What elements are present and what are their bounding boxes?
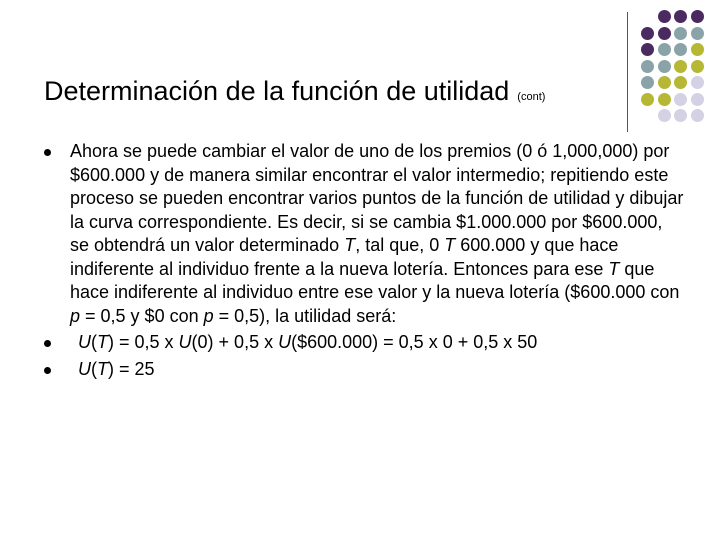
decorative-dot [658,10,671,23]
decorative-dot [691,76,704,89]
bullet-text-segment: ) = 25 [108,358,155,379]
bullet-text-segment: Ahora se puede cambiar el valor de uno de los premios (0 ó 1,000,000) por $600.000 y de manera similar encontrar el valor intermedio; repitiendo este proceso se pueden encontrar varios puntos de la función de utilidad y dibujar la curva correspondiente. Es decir, si se cambia $1.000.000 por $600.000, se obtendrá un valor determinado [70,141,684,255]
bullet-text-segment: ($600.000) = 0,5 x 0 + 0,5 x 50 [291,332,538,352]
decorative-dot [691,60,704,73]
decorative-dot [674,27,687,40]
bullet-item [44,140,684,328]
decorative-dot [658,60,671,73]
decorative-dot [691,10,704,23]
bullet-text-segment: , tal que, 0 [355,235,445,255]
decorative-dot [691,27,704,40]
bullet-text-segment: U [78,332,91,352]
decorative-dot [674,109,687,122]
bullet-text-segment: 600.000 y que hace indiferente al individuo frente a la nueva lotería. Entonces para ese [70,235,619,279]
bullet-text-segment: (0) + 0,5 x [191,332,279,352]
bullet-dot-icon [44,367,51,374]
decorative-dot [658,93,671,106]
bullet-dot-icon [44,149,51,156]
bullet-text-segment: U [178,332,192,352]
decorative-dot [641,43,654,56]
decorative-dot [674,93,687,106]
bullet-text-segment: p [70,305,81,326]
slide-title [44,76,545,107]
decorative-dot [641,60,654,73]
bullet-text-segment: p [203,305,214,326]
decorative-dot [658,76,671,89]
bullet-text-segment: = 0,5), la utilidad será: [213,305,397,326]
bullet-text-segment: U [78,358,91,379]
bullet-item [44,358,684,382]
bullet-list [44,140,684,384]
slide-title-text: Determinación de la función de utilidad [44,76,510,106]
bullet-text-segment: que hace indiferente al individuo entre ese valor y la nueva lotería ($600.000 con [70,258,680,302]
decorative-dot [674,10,687,23]
decorative-dot [641,27,654,40]
title-divider-line [627,12,628,132]
slide-title-suffix: (cont) [517,91,546,103]
decorative-dot [641,93,654,106]
decorative-dot [674,43,687,56]
decorative-dot [674,76,687,89]
bullet-text-segment: ) = 0,5 x [108,332,179,352]
bullet-text-segment: T [444,235,456,255]
bullet-text-segment: U [278,332,292,352]
decorative-dot [658,109,671,122]
decorative-dot [674,60,687,73]
bullet-text-segment: ( [91,358,97,379]
decorative-dot [691,109,704,122]
decorative-dot [691,93,704,106]
decorative-dot [691,43,704,56]
bullet-text-segment: T [97,358,108,379]
bullet-text-segment: T [97,332,108,352]
decorative-dot [658,43,671,56]
bullet-text-segment: ( [91,332,97,352]
decorative-dot [658,27,671,40]
bullet-item [44,331,684,355]
bullet-text-segment: = 0,5 y $0 con [80,305,204,326]
decorative-dot [641,76,654,89]
bullet-text-segment: T [344,235,356,255]
bullet-text-segment: T [608,258,620,279]
bullet-dot-icon [44,340,51,347]
